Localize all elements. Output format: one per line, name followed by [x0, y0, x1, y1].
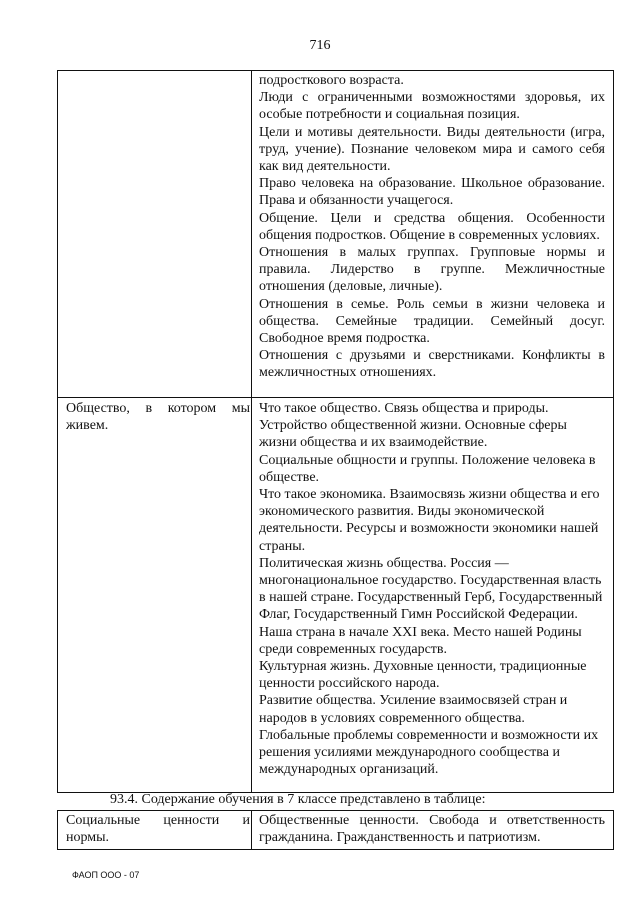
section-title-cell: Социальные ценности и нормы. — [66, 813, 250, 846]
topic-line: Что такое экономика. Взаимосвязь жизни общества и его экономического развития. Виды экономической деятельности. Ресурсы и возможности экономики нашей страны. — [259, 487, 600, 554]
row-divider-right — [251, 397, 613, 398]
topic-line: Глобальные проблемы современности и возможности их решения усилиями международного сообщества и международных организаций. — [259, 727, 599, 778]
column-divider — [251, 71, 252, 792]
content-table — [57, 70, 614, 793]
topic-line: Социальные общности и группы. Положение человека в обществе. — [259, 452, 596, 485]
topics-cell-row1 — [259, 72, 605, 382]
topic-line: Право человека на образование. Школьное образование. Права и обязанности учащегося. — [259, 176, 605, 209]
topic-line: Отношения в малых группах. Групповые нормы и правила. Лидерство в группе. Межличностные отношения (деловые, личные). — [259, 245, 605, 295]
topic-line: Цели и мотивы деятельности. Виды деятельности (игра, труд, учение). Познание человеком мира и самого себя как вид деятельности. — [259, 124, 605, 175]
row-divider-left — [58, 397, 251, 398]
grade7-table — [57, 810, 614, 850]
page-number: 716 — [309, 38, 331, 53]
topics-cell: Общественные ценности. Свобода и ответственность гражданина. Гражданственность и патриотизм. — [259, 813, 605, 846]
topic-line: Политическая жизнь общества. Россия — многонациональное государство. Государственная власть в нашей стране. Государственный Герб, Государственный Флаг, Государственный Гимн Российской Федерации. Наша страна в начале XXI века. Место нашей Родины среди современных государств. — [259, 555, 603, 657]
column-divider — [251, 811, 252, 849]
topic-line: Что такое общество. Связь общества и природы. — [259, 401, 549, 416]
section-heading: 93.4. Содержание обучения в 7 классе представлено в таблице: — [110, 792, 486, 807]
topic-line: подросткового возраста. — [259, 73, 404, 88]
topic-line: Отношения с друзьями и сверстниками. Конфликты в межличностных отношениях. — [259, 348, 605, 381]
topic-line: Отношения в семье. Роль семьи в жизни человека и общества. Семейные традиции. Семейный досуг. Свободное время подростка. — [259, 296, 605, 347]
topic-line: Люди с ограниченными возможностями здоровья, их особые потребности и социальная позиция. — [259, 90, 605, 123]
topic-line: Устройство общественной жизни. Основные сферы жизни общества и их взаимодействие. — [259, 418, 567, 451]
topic-line: Культурная жизнь. Духовные ценности, традиционные ценности российского народа. — [259, 659, 587, 692]
footer-code: ФАОП ООО - 07 — [72, 870, 140, 880]
topic-line: Общение. Цели и средства общения. Особенности общения подростков. Общение в современных условиях. — [259, 210, 605, 243]
section-title-cell: Общество, в котором мы живем. — [66, 401, 250, 434]
topic-line: Развитие общества. Усиление взаимосвязей стран и народов в условиях современного общества. — [259, 693, 568, 726]
topics-cell-row2 — [259, 400, 605, 778]
